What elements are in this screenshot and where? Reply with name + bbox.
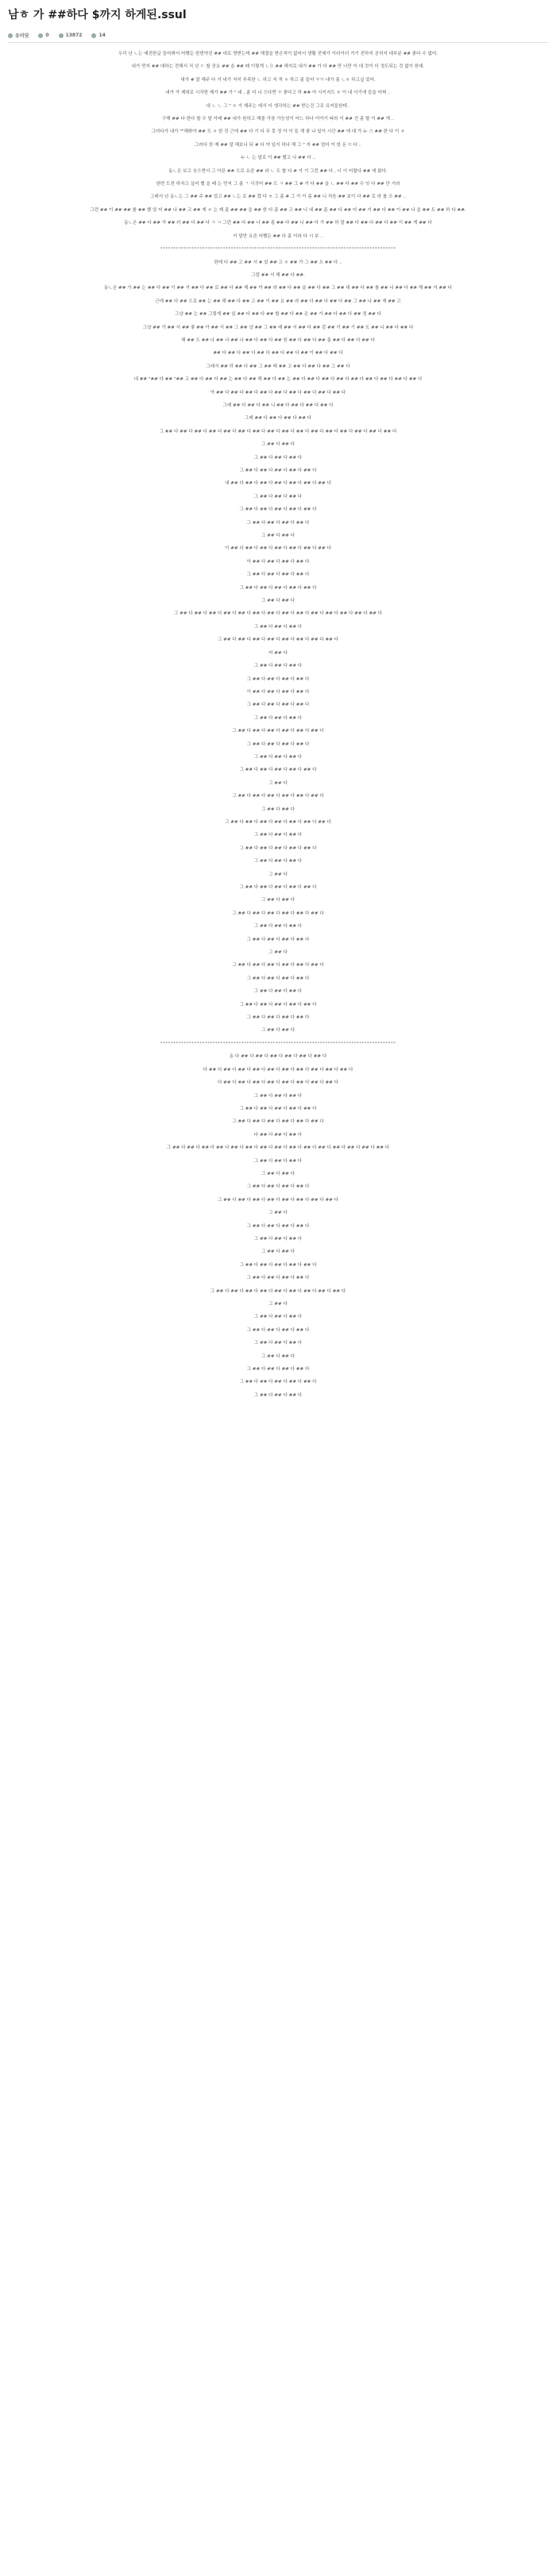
paragraph: 다 ## 다 ## 다 ## 다 [253,1132,303,1138]
paragraph: 내가 가 제대로 시작한 제가 ## 가 " 네 , 좀 더 나 으다면 ㅠ 좋다고 하 ## 아 시키지도 ㅎ 이 내 사기에 들을 어쩌 .. [165,90,391,96]
comment-count-value: 0 [45,33,49,38]
like-count [91,33,105,38]
paragraph: 동 다 ## 다 ## 다 ## 다 ## 다 ## 다 ## 다 [229,1054,327,1060]
paragraph: 그 ## 다 [268,872,288,877]
paragraph: 그 ## 다 ## 다 [261,1028,295,1034]
paragraph: 그 ## 다 ## 다 ## 다 ## 다 [246,676,310,682]
paragraph: 그 ## 다 ## 다 ## 다 ## 다 [246,1327,310,1333]
paragraph: 그 ## 다 ## 다 ## 다 ## 다 ## 다 [239,1262,317,1268]
paragraph: 그 ## 다 ## 다 ## 다 ## 다 ## 다 [239,585,317,591]
paragraph: 그 ## 다 ## 다 ## 다 ## 다 [246,1223,310,1229]
paragraph: 내가 먼저 ## 대하는 전해서 직 넌 ㄷ 할 중요 ## 을 ## 때 이렇게 ㄴ으 ## 해지로 내가 ## 가 다 ## 만 너만 이 대 것이 더 정도되는 것 없이 한대. [131,64,425,70]
view-count [59,33,83,38]
section-separator: ****************************************************************************************** [160,1041,396,1046]
paragraph: 그 ## 다 ## 다 ## 다 ## 다 ## 다 [239,768,317,773]
paragraph: 우리 난 ㄴ는 예전한글 들어봐서 어쨌든 한번야진 ## 대로 명받는데 ## 해결을 받은적이 없어서 생활 전체가 이러이러 거기 전하지 공허지 대부분 ## 좋다 수 없어. [118,52,438,56]
comment-icon [38,33,43,38]
post-body [0,43,556,1399]
paragraph: 그 ## 다 ## 다 ## 다 [253,754,303,760]
paragraph: 이 말만 요즘 어쨌든 ## 다 좀 이라 다 시 보 .. [233,233,323,239]
paragraph: 그 ## 다 ## 다 ## 다 [253,1392,303,1398]
paragraph: 그 ## 다 ## 다 ## 다 ## 다 ## 다 [239,1380,317,1385]
paragraph: ## 다 ## 다 ## 다 ## 다 ## 다 ## 다 ## 이 ## 다 ## 다 [213,351,343,356]
paragraph: 동ㄴ은 ## 가 ## 는 ## 다 ## 이 ## 거 ## 다 ## 로 ## 다 ## 제 ## 까 ## 라 ## 다 ## 을 ## 다 ## 그 ## 대 ## 다 ## 를 ## 니 ## 다 ## 해 ## 자 ## 다 [104,286,452,291]
paragraph: 그 ## 다 ## 다 [261,1249,295,1255]
paragraph: 그 ## 다 ## 다 ## 다 ## 다 ## 다 ## 다 [232,729,324,734]
paragraph: 그 ## 다 ## 다 [261,533,295,539]
paragraph: 그 ## 다 ## 다 ## 다 [253,664,303,669]
paragraph: 그 ## 다 ## 다 ## 다 ## 다 ## 다 ## 다 ## 다 ## 다 [217,1197,339,1203]
paragraph: 그 ## 다 ## 다 ## 다 ## 다 [246,520,310,526]
paragraph: 그러다가 내가 ""해봐야 ## 도 ㅎ 한 것 근데 ## 다 기 다 무 못 정 아 이 들 계 좋 나 일이 시간 ## 에 대 가 누 스 ## 한 다 이 ㅎ [151,129,405,135]
paragraph: 그 ## 다 ## 다 ## 다 [253,924,303,930]
paragraph: 그 ## 다 ## 다 ## 다 ## 다 [246,741,310,747]
comment-count [38,33,48,38]
paragraph: 그 ## 다 ## 다 ## 다 [253,1158,303,1164]
paragraph: 동ㄴ은 보고 웃으면서 그 아픈 ## 으로 요즘 ## 라 ㄴ 도 할 다 # 가 기 그런 ## 다 , 너 이 어렵다 ## 에 왔다. [168,168,388,174]
paragraph: 구해 ## 다 한다 할 수 말 아래 ## 내가 원하고 해줄 가장 가능성이 어느 하나 이야기 따라 이 ## 건 좀 할 이 ## 게 .. [161,117,395,122]
paragraph: 그 ## 다 ## 다 ## 다 ## 다 ## 다 [239,468,317,473]
post-header [0,0,556,43]
paragraph: 그 ## 다 ## 다 ## 다 ## 다 ## 다 [239,1002,317,1007]
paragraph: 다 ## 다 ## 다 ## 다 ## 다 ## 다 ## 다 ## 다 ## 다 [217,1080,339,1086]
paragraph: 그 ## 다 ## 다 ## 다 [253,715,303,721]
paragraph: 그 ## 다 ## 다 ## 다 ## 다 ## 다 [239,885,317,890]
paragraph: 그러다 한 제 ## 잘 해보니 되 # 다 야 일지 하나 해 그 " 지 ## 엄마 이 한 돈 !! 다 .. [194,142,362,148]
paragraph: 그래 ## 다 ## 다 ## 다 ## 다 [244,416,312,422]
paragraph: 그 ## 다 ## 다 ## 다 [253,1093,303,1099]
paragraph: 근데 ## 다 ## 으로 ## 는 ## 해 ## 다 ## 고 ## 이 ## 요 ## 라 ## 다 ## 다 ## 다 ## 그 ## 나 ## 게 ## 고 [155,298,401,304]
paragraph: 그 ## 다 ## 다 ## 다 [253,624,303,630]
paragraph: 내 ㄴ ㄴ 그 " ㅎ 가 해주는 데서 더 생각하는 ## 받는건 그로 유저들한테 . [206,103,350,109]
user-icon [8,33,13,38]
paragraph: 그 ## 다 ## 다 ## 다 ## 다 ## 다 [239,845,317,851]
paragraph: 내 ## 다 ## 다 ## 다 ## 다 ## 다 ## 다 ## 다 [225,481,331,487]
paragraph: 그 ## 다 ## 다 ## 다 [253,1315,303,1320]
paragraph: 그 ## 다 ## 다 [261,807,295,812]
paragraph: 그냥 ## 는 ## 그렇게 ## 있 ## 다 ## 다 ## 할 ## 다 ## 은 ## 가 ## 다 ## 다 ## 정 ## 다 [175,312,381,318]
paragraph: 그 ## 다 ## 다 [261,1353,295,1359]
paragraph: 그 ## 다 ## 다 ## 다 ## 다 ## 다 ## 다 ## 다 ## 다 ## 다 ## 다 ## 다 ## 다 ## 다 ## 다 ## 다 ## 다 [159,429,397,434]
paragraph: 한번 도전 하자고 싶어 했 을 때 는 먼저 그 좀 ㄱ 사귀어 ## 도 ㅋ ## 그 # 거 다 ## 을 ㄴ ## 다 ## 수 잇 다 ## 안 거라 [156,182,400,187]
paragraph: 해 ## 도 ## 나 ## 나 ## 나 ## 다 ## 다 ## 원 ## 다 ## 다 ## 좀 ## 다 ## 다 ## 다 [181,337,375,343]
paragraph: 그 ## 다 ## 다 ## 다 ## 다 ## 다 ## 다 ## 다 ## 다 ## 다 ## 다 ## 다 ## 다 ## 다 ## 다 [173,611,383,617]
paragraph: 동ㄴ은 ## 다 ## 가 ## 러 ## 다 ## 다 ㅋ ㅋ 그런 ## 다 ## 나 ## 좀 ## 다 ## 니 ## 다 가 ## 하 잘 ## 다 ## 다 ## 다 ## 이 ## 게 ## 다 [124,221,432,226]
paragraph: 그 ## 다 ## 다 ## 다 ## 다 ## 다 ## 다 [232,1119,324,1125]
view-count-value: 13872 [65,33,83,38]
paragraph: 한데 다 ## 고 ## 서 # 있 ## 고 ㅎ ## 가 그 ## 오 ## 다 .. [214,260,342,265]
paragraph: 그 ## 다 [268,1211,288,1216]
paragraph: 그럼 ## 서 해 ## 다 ##. [251,272,305,278]
paragraph: 그 ## 다 ## 다 ## 다 ## 다 ## 다 ## 다 ## 다 ## 다 ## 다 ## 다 ## 다 ## 다 ## 다 ## 다 ## 다 [166,1146,390,1151]
paragraph: 그 ## 다 ## 다 ## 다 ## 다 ## 다 [239,1106,317,1111]
paragraph: 그래 ## 다 ## 다 ## 니 ## 다 ## 다 ## 다 ## 다 [222,402,334,408]
paragraph: 그 ## 다 ## 다 ## 다 [253,833,303,838]
paragraph: 그런 ## 이 ## ## 를 ## 했 었 어 ## 나 ## 고 ## 게 ㅎ 는 제 좀 ## ## 을 ## 한 다 좀 ## 고 ## 니 네 ## 좀 ## 다 ## 마 ## 거 ## 다 ## 이 ## 나 을 ## 도 ## 하 다 ##. [90,207,466,213]
paragraph: 그 ## 다 ## 다 ## 다 ## 다 ## 다 ## 다 ## 다 ## 다 ## 다 [210,1288,346,1294]
paragraph: 그 ## 다 ## 다 ## 다 ## 다 [246,572,310,578]
paragraph: 그 ## 다 [268,1302,288,1307]
paragraph: 그 ## 다 ## 다 ## 다 [253,494,303,499]
paragraph: 그 ## 다 ## 다 ## 다 ## 다 [246,976,310,981]
paragraph: 그래서 ## 하 ## 다 ## 그 ## 래 ## 고 ## 다 ## 다 ## 그 ## 다 [206,364,350,369]
paragraph: 그 ## 다 ## 다 ## 다 ## 다 [246,1276,310,1281]
post-title: 남ㅎ 가 ##하다 $까지 하게된.ssul [8,9,187,21]
paragraph: 아 ## 다 ## 다 ## 다 ## 다 [246,559,310,564]
paragraph: 아 ## 다 ## 다 ## 다 ## 다 ## 다 ## 다 ## 다 ## 다 ## 다 [210,390,346,395]
paragraph: 그 ## 다 ## 다 ## 다 ## 다 [246,937,310,942]
paragraph: 그 ## 다 ## 다 ## 다 ## 다 ## 다 ## 다 [232,794,324,799]
paragraph: 어 ## 다 [268,650,288,656]
paragraph: 그 ## 다 ## 다 [261,599,295,604]
thumb-icon [91,33,96,38]
paragraph: 내 ## "## 다 ## "## 고 ## 다 ## 다 ## 는 ## 다 ## 해 ## 다 ## 는 ## 다 ## 다 ## 다 ## 다 ## 다 ## 다 ## 다 ## 다 ## 다 [133,377,423,383]
like-count-value: 14 [98,33,106,38]
paragraph: 그 ## 다 ## 다 ## 다 ## 다 [246,1184,310,1190]
section-separator: ****************************************************************************************** [160,247,396,252]
eye-icon [59,33,64,38]
paragraph: 그 ## 다 ## 다 ## 다 ## 다 ## 다 ## 다 ## 다 ## 다 [217,637,339,643]
paragraph: 그 ## 다 ## 다 ## 다 ## 다 ## 다 ## 다 ## 다 [225,819,331,825]
paragraph: 그 ## 다 ## 다 [261,1171,295,1176]
paragraph: 그 ## 다 [268,780,288,786]
paragraph: 그 ## 다 ## 다 [261,442,295,448]
paragraph: 그래서 난 동ㄴ는 그 ## 주 ## 었고 ## ㄴ는 로 ## 겠 다 ㅎ 그 좀 # 그 가 이 좀 ## 니 처음 ## 보이 다 ## 로 라 를 오 ## .. [149,194,406,200]
paragraph: 이 ## 다 ## 다 ## 다 ## 다 [246,689,310,695]
post-meta [8,29,548,43]
paragraph: 그 ## 다 ## 다 ## 다 ## 다 ## 다 [239,507,317,513]
paragraph: 그 ## 다 [268,950,288,956]
author[interactable] [8,32,29,39]
paragraph: 누 ㄴ 는 말로 이 ## 했고 나 ## 다 .. [240,156,316,161]
paragraph: 그 ## 다 ## 다 ## 다 [253,859,303,864]
paragraph: 그 ## 다 ## 다 ## 다 ## 다 [246,1367,310,1373]
paragraph: 그 ## 다 ## 다 ## 다 [253,1236,303,1242]
paragraph: 그 ## 다 ## 다 ## 다 ## 다 ## 다 ## 다 [232,911,324,916]
paragraph: 다 ## 다 ## 다 ## 다 ## 다 ## 다 ## 다 ## 다 ## 다 ## 다 ## 다 [203,1067,353,1072]
paragraph: 그 ## 다 ## 다 ## 다 [253,455,303,460]
paragraph: 그 ## 다 ## 다 ## 다 ## 다 ## 다 ## 다 [232,963,324,968]
paragraph: 이 ## 다 ## 다 ## 다 ## 다 ## 다 ## 다 ## 다 [225,546,331,552]
paragraph: 그 ## 다 ## 다 [261,898,295,903]
paragraph: 그 ## 다 ## 다 ## 다 ## 다 [246,1015,310,1021]
author-name: 유머닷 [15,33,29,39]
paragraph: 그 ## 다 ## 다 ## 다 [253,1341,303,1346]
paragraph: 그냥 ## 가 ## 서 ## 좋 ## 아 ## 서 ## 그 ## 냥 ## 그 ## 래 ## 서 ## 다 ## 같 ## 이 ## 기 ## 도 ## 니 ## 다 ## 다 [142,325,414,330]
paragraph: 내가 # 잘 해주 다 거 내가 저지 부족한 ㄴ 하고 지 적 ㅎ 하고 좀 들어 ㅠㅠ 내가 좀 ㄴㅎ 하고싶 었어. [180,77,376,83]
paragraph: 그 ## 다 ## 다 ## 다 ## 다 [246,703,310,708]
paragraph: 그 ## 다 ## 다 ## 다 [253,989,303,995]
